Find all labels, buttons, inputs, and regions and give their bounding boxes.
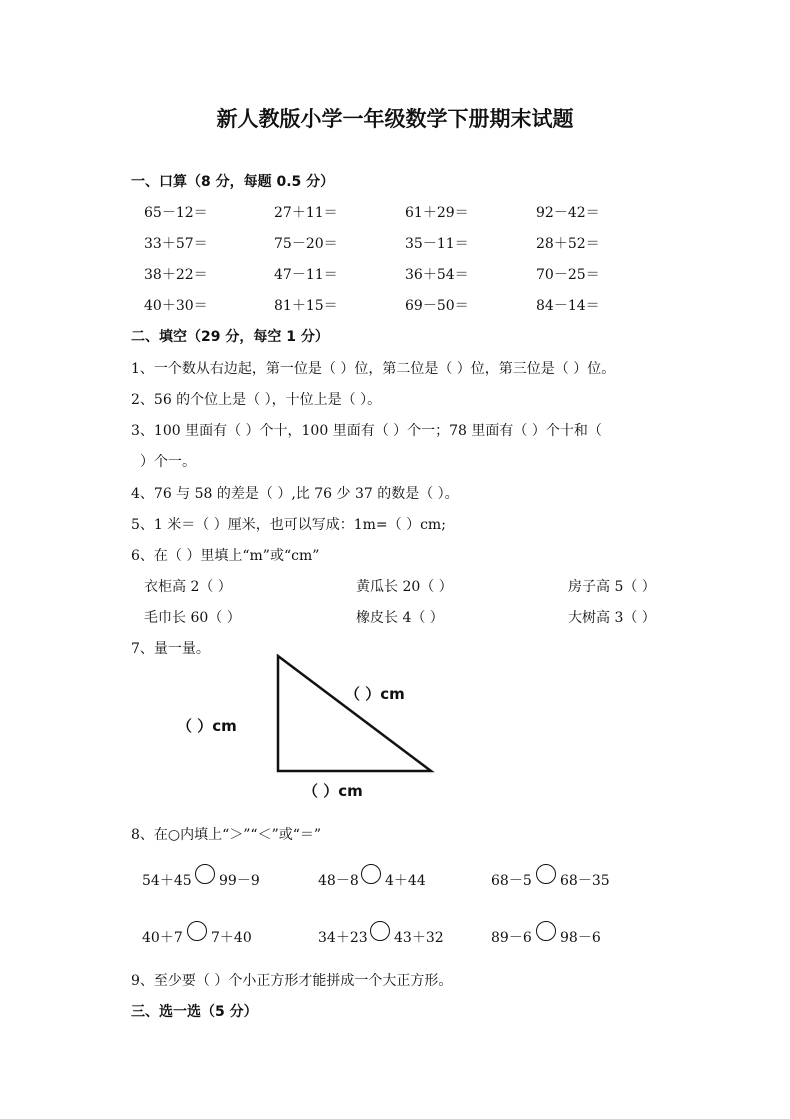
calc-item: 36＋54＝: [405, 267, 469, 283]
compare-circle[interactable]: [536, 864, 556, 884]
calc-item: 75－20＝: [274, 236, 338, 252]
section-1-heading: 一、口算（8 分，每题 0.5 分）: [131, 174, 335, 190]
question-1: 1、一个数从右边起，第一位是（ ）位，第二位是（ ）位，第三位是（ ）位。: [131, 361, 616, 377]
calc-item: 33＋57＝: [144, 236, 208, 252]
hypotenuse-label: （ ）cm: [345, 685, 405, 703]
question-3: 3、100 里面有（ ）个十，100 里面有（ ）个一；78 里面有（ ）个十和（: [131, 423, 602, 439]
calc-item: 70－25＝: [536, 267, 600, 283]
unit-item: 橡皮长 4（ ）: [356, 610, 444, 626]
question-4: 4、76 与 58 的差是（ ）,比 76 少 37 的数是（ ）。: [131, 486, 459, 502]
compare-right: 68－35: [560, 873, 610, 889]
question-6: 6、在（ ）里填上“m”或“cm”: [131, 548, 320, 564]
calc-item: 28＋52＝: [536, 236, 600, 252]
question-7: 7、量一量。: [131, 641, 210, 657]
question-5: 5、1 米＝（ ）厘米，也可以写成：1m=（ ）cm;: [131, 517, 446, 533]
compare-circle[interactable]: [370, 921, 390, 941]
compare-right: 43＋32: [394, 930, 444, 946]
left-side-label: （ ）cm: [177, 717, 237, 735]
calc-item: 69－50＝: [405, 298, 469, 314]
compare-right: 4＋44: [385, 873, 426, 889]
calc-item: 61＋29＝: [405, 205, 469, 221]
compare-left: 89－6: [491, 930, 532, 946]
triangle-shape: [278, 656, 431, 771]
calc-item: 27＋11＝: [274, 205, 338, 221]
question-8: 8、在○内填上“＞”“＜”或“＝”: [131, 827, 322, 843]
compare-circle[interactable]: [536, 921, 556, 941]
calc-item: 81＋15＝: [274, 298, 338, 314]
unit-item: 毛巾长 60（ ）: [144, 610, 241, 626]
calc-item: 40＋30＝: [144, 298, 208, 314]
compare-right: 7＋40: [211, 930, 252, 946]
bottom-side-label: （ ）cm: [303, 782, 363, 800]
calc-item: 92－42＝: [536, 205, 600, 221]
section-2-heading: 二、填空（29 分，每空 1 分）: [131, 329, 329, 345]
compare-circle[interactable]: [187, 921, 207, 941]
compare-left: 40＋7: [142, 930, 183, 946]
compare-left: 34＋23: [318, 930, 368, 946]
unit-item: 黄瓜长 20（ ）: [356, 579, 453, 595]
unit-item: 房子高 5（ ）: [568, 579, 656, 595]
question-3-continued: ）个一。: [140, 454, 196, 470]
compare-left: 54＋45: [142, 873, 192, 889]
page-title: 新人教版小学一年级数学下册期末试题: [216, 107, 574, 131]
compare-left: 68－5: [491, 873, 532, 889]
right-triangle-figure: [270, 650, 440, 780]
unit-item: 大树高 3（ ）: [568, 610, 656, 626]
calc-item: 35－11＝: [405, 236, 469, 252]
compare-right: 98－6: [560, 930, 601, 946]
compare-right: 99－9: [219, 873, 260, 889]
compare-circle[interactable]: [195, 864, 215, 884]
unit-item: 衣柜高 2（ ）: [144, 579, 232, 595]
compare-circle[interactable]: [361, 864, 381, 884]
compare-left: 48－8: [318, 873, 359, 889]
question-9: 9、至少要（ ）个小正方形才能拼成一个大正方形。: [131, 973, 453, 989]
calc-item: 65－12＝: [144, 205, 208, 221]
section-3-heading: 三、选一选（5 分）: [131, 1004, 258, 1020]
question-2: 2、56 的个位上是（ ），十位上是（ ）。: [131, 392, 382, 408]
calc-item: 47－11＝: [274, 267, 338, 283]
calc-item: 84－14＝: [536, 298, 600, 314]
calc-item: 38＋22＝: [144, 267, 208, 283]
